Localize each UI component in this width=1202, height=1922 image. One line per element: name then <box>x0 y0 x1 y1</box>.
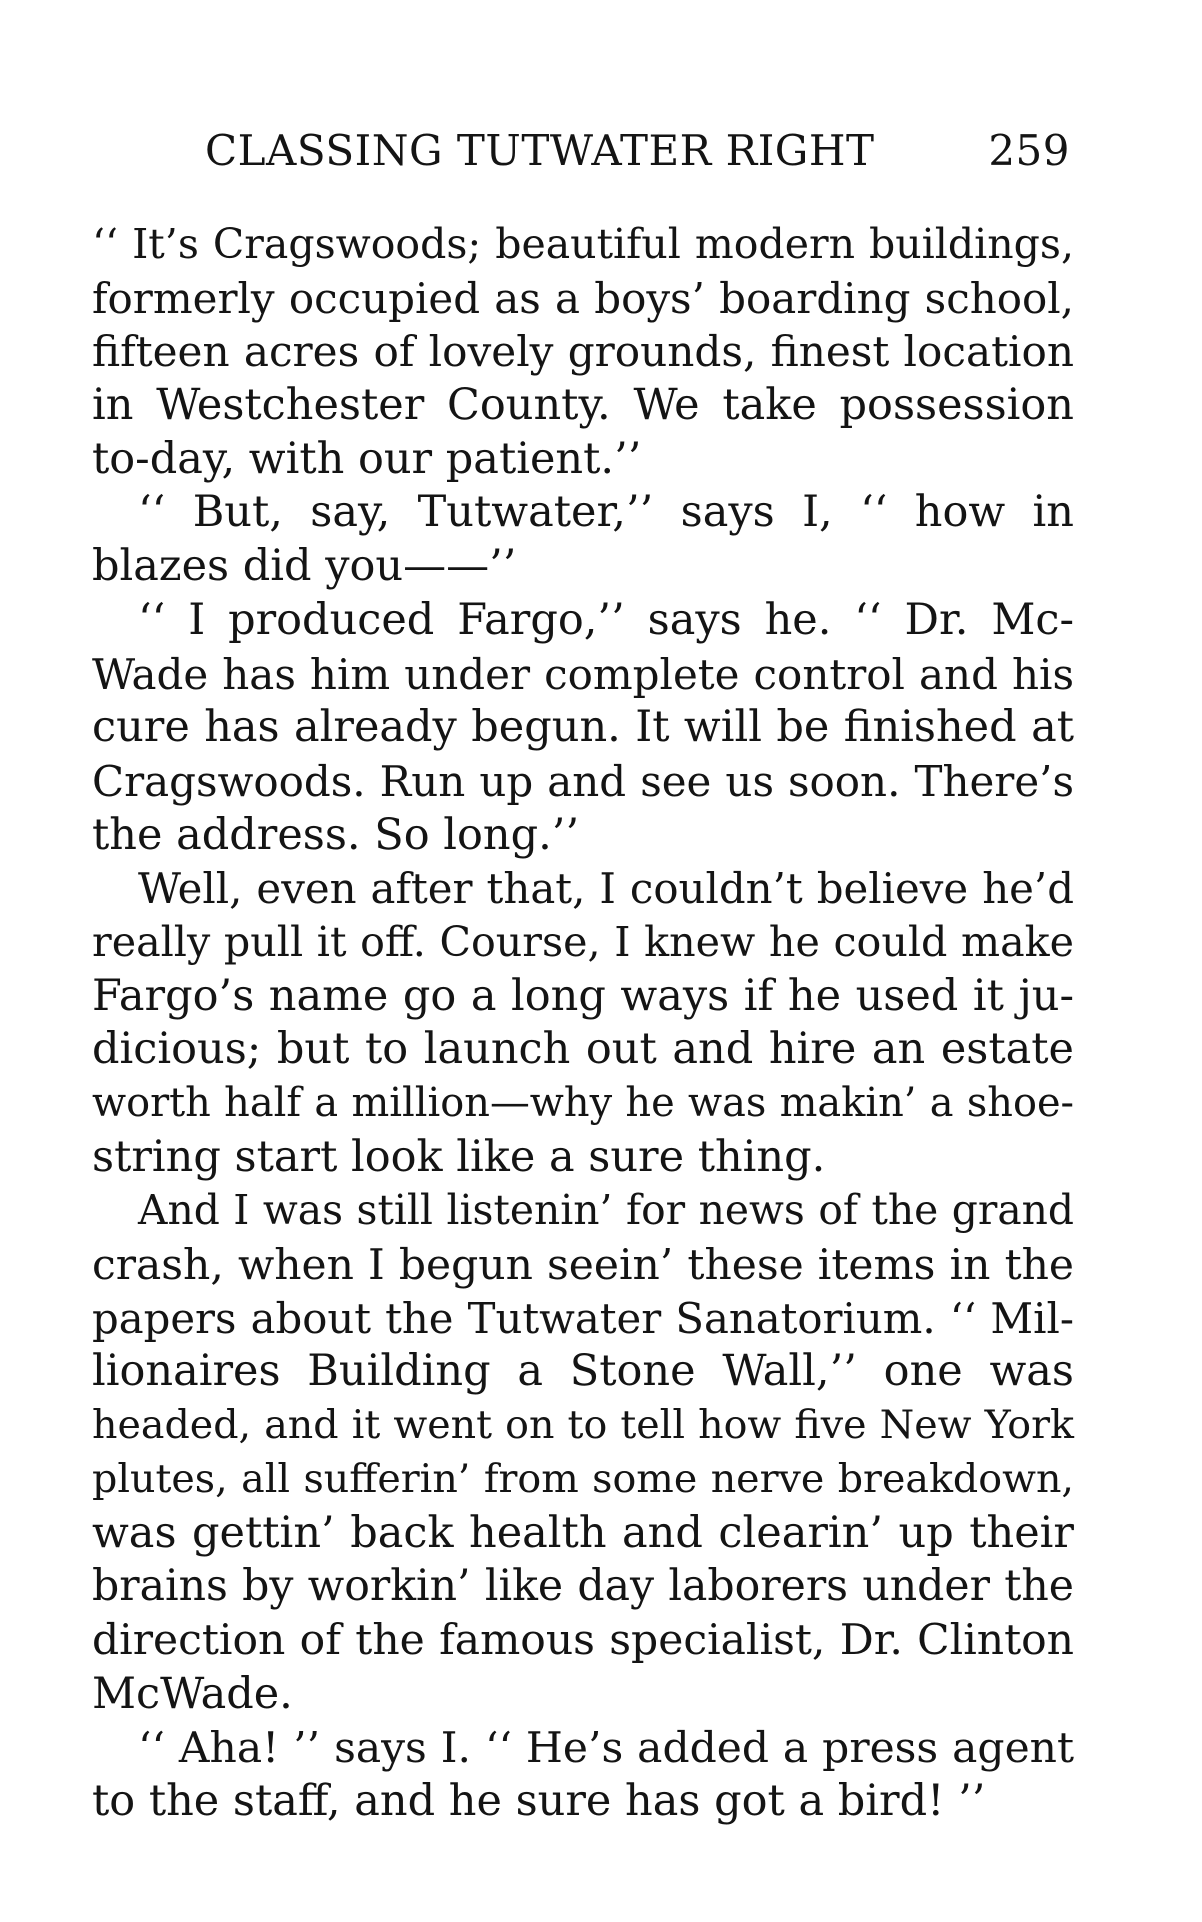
text-line: Cragswoods. Run up and see us soon. There’s <box>92 756 1074 806</box>
text-line: And I was still listenin’ for news of the grand <box>138 1186 1074 1235</box>
text-line: crash, when I begun seein’ these items in the <box>92 1240 1074 1290</box>
page-number: 259 <box>988 126 1070 175</box>
text-line: the address. So long.’’ <box>92 809 580 860</box>
running-head <box>205 126 1070 186</box>
text-line: was gettin’ back health and clearin’ up their <box>92 1507 1074 1558</box>
text-line: to-day, with our patient.’’ <box>92 433 642 484</box>
text-line: ‘‘ Aha! ’’ says I. ‘‘ He’s added a press agent <box>138 1723 1074 1773</box>
text-line: ‘‘ But, say, Tutwater,’’ says I, ‘‘ how in <box>138 487 1074 538</box>
text-line: brains by workin’ like day laborers under the <box>92 1561 1074 1612</box>
text-line: Wade has him under complete control and his <box>92 649 1074 699</box>
chapter-title: CLASSING TUTWATER RIGHT <box>205 126 875 175</box>
text-line: really pull it off. Course, I knew he could make <box>92 917 1074 966</box>
text-line: to the staff, and he sure has got a bird! ’’ <box>92 1775 986 1826</box>
text-line: fifteen acres of lovely grounds, finest location <box>92 327 1074 377</box>
text-line: ‘‘ I produced Fargo,’’ says he. ‘‘ Dr. Mc- <box>138 594 1074 645</box>
text-line: in Westchester County. We take possession <box>92 380 1074 431</box>
text-line: ‘‘ It’s Cragswoods; beautiful modern buildings, <box>92 220 1074 268</box>
text-line: plutes, all sufferin’ from some nerve breakdown, <box>92 1455 1074 1502</box>
text-line: worth half a million—why he was makin’ a shoe- <box>92 1080 1074 1126</box>
text-line: formerly occupied as a boys’ boarding school, <box>92 273 1074 323</box>
text-line: cure has already begun. It will be finished at <box>92 702 1074 753</box>
text-line: string start look like a sure thing. <box>92 1131 826 1182</box>
body-text <box>92 218 1074 1829</box>
text-line: Well, even after that, I couldn’t believe he’d <box>138 864 1074 914</box>
text-line: blazes did you——’’ <box>92 541 517 592</box>
text-line: direction of the famous specialist, Dr. Clinton <box>92 1615 1074 1665</box>
text-line: headed, and it went on to tell how five New York <box>92 1402 1074 1449</box>
text-line: McWade. <box>92 1668 293 1719</box>
text-line: lionaires Building a Stone Wall,’’ one was <box>92 1346 1074 1397</box>
text-line: dicious; but to launch out and hire an estate <box>92 1024 1074 1075</box>
text-line: papers about the Tutwater Sanatorium. ‘‘ Mil- <box>92 1293 1074 1343</box>
text-line: Fargo’s name go a long ways if he used it ju- <box>92 970 1074 1021</box>
